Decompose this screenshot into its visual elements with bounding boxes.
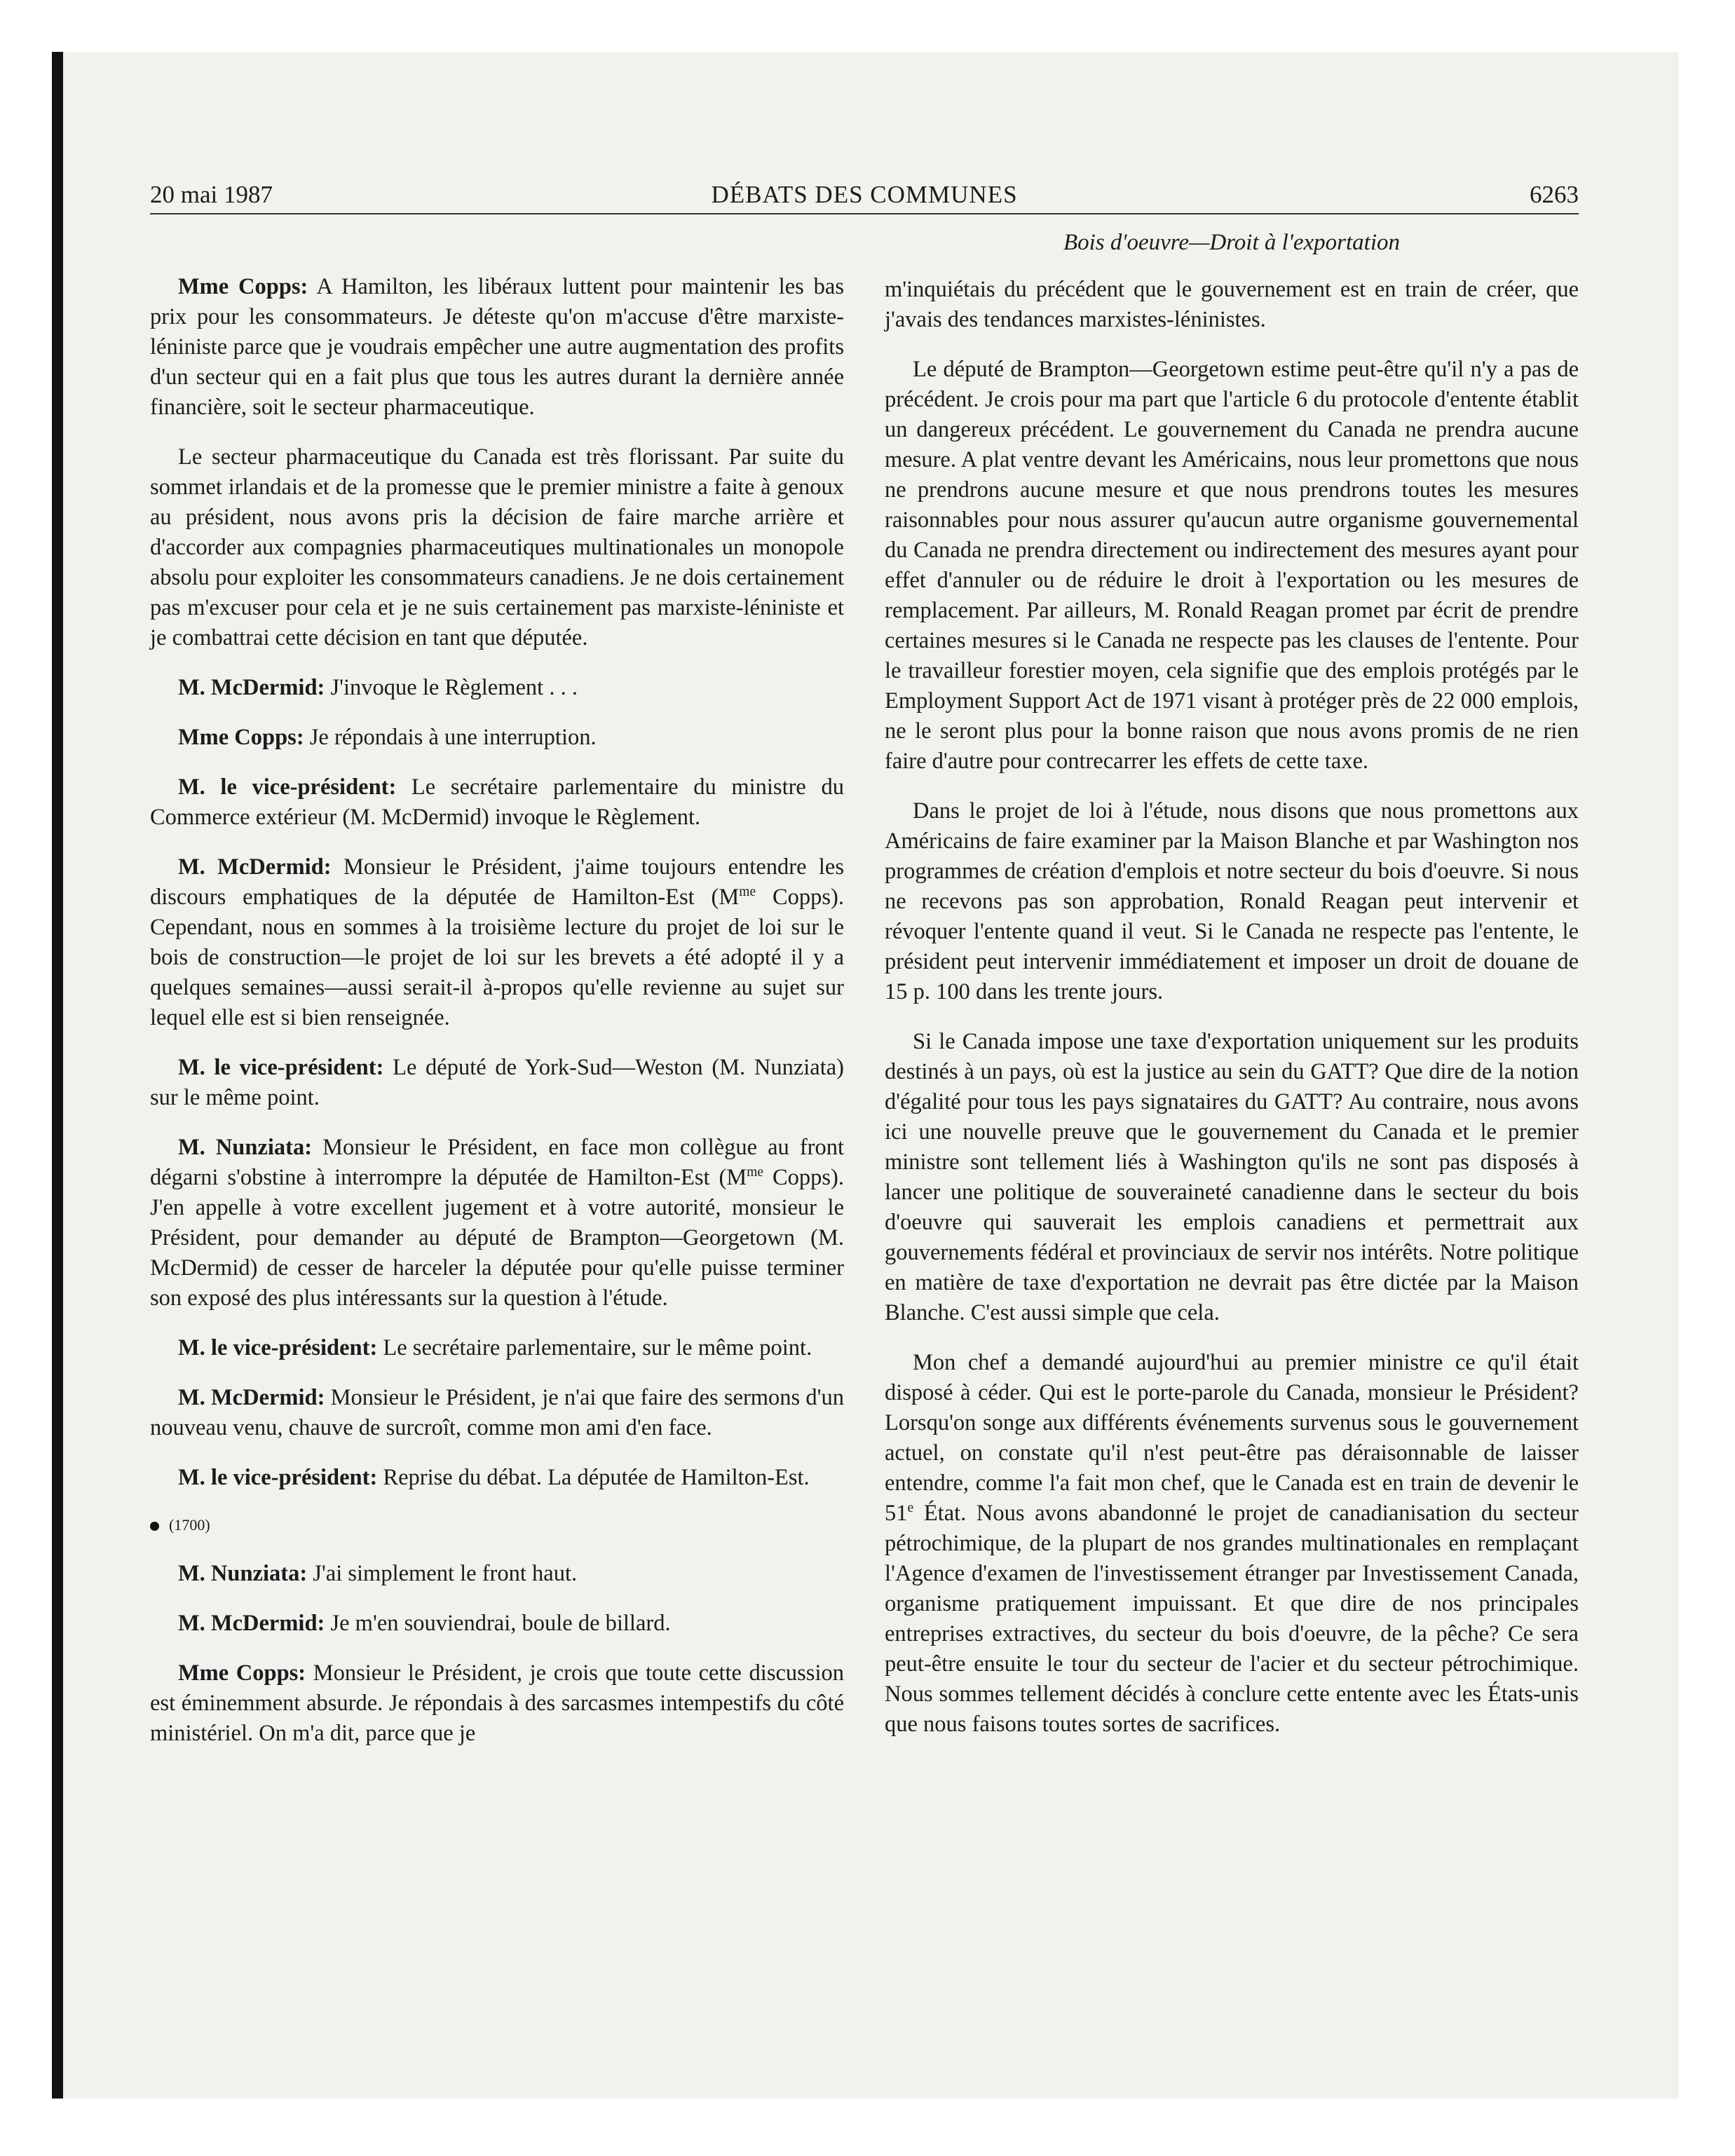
paragraph: Le député de Brampton—Georgetown estime peut-être qu'il n'y a pas de précédent. Je crois pour ma part que l'article 6 du protocole d'entente établit un dangereux précédent. Le gouvernement du Canada ne prendra aucune mesure. A plat ventre devant les Américains, nous leur promettons que nous ne prendrons aucune mesure et que nous prendrons toutes les mesures raisonnables pour nous assurer qu'aucun autre organisme gouvernemental du Canada ne prendra directement ou indirectement des mesures ayant pour effet d'annuler ou de réduire le droit à l'exportation ou les mesures de remplacement. Par ailleurs, M. Ronald Reagan promet par écrit de prendre certaines mesures si le Canada ne respecte pas les clauses de l'entente. Pour le travailleur forestier moyen, cela signifie que des emplois protégés par le Employment Support Act de 1971 visant à protéger près de 22 000 emplois, ne le seront plus pour la bonne raison que nous avons promis de ne rien faire d'autre pour contrecarrer les effets de cette taxe.: [885, 357, 1579, 774]
scan-edge: [52, 52, 63, 2099]
page-number: 6263: [1530, 181, 1579, 208]
paragraph: [150, 1559, 844, 1589]
right-column: [885, 275, 1579, 1759]
superscript: me: [739, 885, 756, 900]
speech-text: Monsieur le Président, je n'ai que faire des sermons d'un nouveau venu, chauve de surcroît, comme mon ami d'en face.: [150, 1385, 844, 1440]
speaker-name: M. McDermid:: [178, 675, 325, 700]
paragraph: [150, 1609, 844, 1639]
speech-text: Je m'en souviendrai, boule de billard.: [325, 1611, 671, 1636]
paragraph: Dans le projet de loi à l'étude, nous disons que nous promettons aux Américains de faire examiner par la Maison Blanche et par Washington nos programmes de création d'emplois et notre secteur du bois d'oeuvre. Si nous ne recevons pas son approbation, Ronald Reagan peut intervenir et révoquer l'entente quand il veut. Si le Canada ne respecte pas l'entente, le président peut intervenir immédiatement et imposer un droit de douane de 15 p. 100 dans les trente jours.: [885, 798, 1579, 1004]
running-head: Bois d'oeuvre—Droit à l'exportation: [1063, 230, 1401, 255]
paragraph: [150, 1463, 844, 1493]
paragraph: m'inquiétais du précédent que le gouvernement est en train de créer, que j'avais des tendances marxistes-léninistes.: [885, 277, 1579, 332]
header-date: 20 mai 1987: [150, 181, 273, 208]
paragraph: [150, 442, 844, 653]
paragraph: [150, 1658, 844, 1749]
page-header: [150, 177, 1579, 214]
speaker-name: Mme Copps:: [178, 725, 304, 750]
time-marker: [150, 1513, 844, 1538]
speech-text: Mon chef a demandé aujourd'hui au premier ministre ce qu'il était disposé à céder. Qui est le porte-parole du Canada, monsieur le Président? Lorsqu'on songe aux différents événements survenus sous le gouvernement actuel, on constate qu'il n'est peut-être pas déraisonnable de laisser entendre, comme l'a fait mon chef, que le Canada est en train de devenir le 51: [885, 1350, 1579, 1526]
speech-text: Reprise du débat. La députée de Hamilton-Est.: [377, 1465, 810, 1490]
speech-text: J'ai simplement le front haut.: [307, 1561, 578, 1586]
speech-text: Monsieur le Président, je crois que toute cette discussion est éminemment absurde. Je répondais à des sarcasmes intempestifs du côté ministériel. On m'a dit, parce que je: [150, 1660, 844, 1746]
speech-text: Le secrétaire parlementaire, sur le même point.: [377, 1335, 812, 1360]
header-title: DÉBATS DES COMMUNES: [711, 181, 1018, 208]
superscript: e: [907, 1501, 914, 1516]
speaker-name: Mme Copps:: [178, 1660, 306, 1686]
speech-text: Le secteur pharmaceutique du Canada est très florissant. Par suite du sommet irlandais et de la promesse que le premier ministre a faite à genoux au président, nous avons pris la décision de faire marche arrière et d'accorder aux compagnies pharmaceutiques multinationales un monopole absolu pour exploiter les consommateurs canadiens. Je ne dois certainement pas m'excuser pour cela et je ne suis certainement pas marxiste-léniniste et je combattrai cette décision en tant que députée.: [150, 444, 844, 650]
speech-text: Monsieur le Président, j'aime toujours entendre les discours emphatiques de la députée de Hamilton-Est (M: [150, 854, 844, 910]
speaker-name: M. le vice-président:: [178, 1465, 378, 1490]
speaker-name: M. McDermid:: [178, 854, 332, 880]
speech-text: Je répondais à une interruption.: [304, 725, 597, 750]
speech-text: État. Nous avons abandonné le projet de canadianisation du secteur pétrochimique, de la plupart de nos grandes multinationales en remplaçant l'Agence d'examen de l'investissement étranger par Investissement Canada, organisme pratiquement impuissant. Et que dire de nos principales entreprises extractives, du secteur du bois d'oeuvre, de la pêche? Ce sera peut-être ensuite le tour du secteur de l'acier et du secteur pétrochimique. Nous sommes tellement décidés à conclure cette entente avec les États-unis que nous faisons toutes sortes de sacrifices.: [885, 1501, 1579, 1737]
speech-text: A Hamilton, les libéraux luttent pour maintenir les bas prix pour les consommateurs. Je déteste qu'on m'accuse d'être marxiste-léniniste parce que je voudrais empêcher une autre augmentation des profits d'un secteur qui en a fait plus que tous les autres durant la dernière année financière, soit le secteur pharmaceutique.: [150, 274, 844, 420]
paragraph: [150, 1133, 844, 1314]
paragraph: [150, 772, 844, 833]
speaker-name: M. McDermid:: [178, 1611, 325, 1636]
paragraph: [150, 723, 844, 753]
speaker-name: Mme Copps:: [178, 274, 308, 299]
left-column: [150, 272, 844, 1768]
speech-text: Monsieur le Président, en face mon collègue au front dégarni s'obstine à interrompre la députée de Hamilton-Est (M: [150, 1135, 844, 1190]
superscript: me: [747, 1165, 764, 1180]
speaker-name: M. McDermid:: [178, 1385, 325, 1410]
speaker-name: M. Nunziata:: [178, 1561, 308, 1586]
speaker-name: M. Nunziata:: [178, 1135, 313, 1160]
speaker-name: M. le vice-président:: [178, 1055, 384, 1080]
speech-text: J'invoque le Règlement . . .: [325, 675, 578, 700]
paragraph: [150, 1053, 844, 1113]
bullet-icon: [150, 1522, 159, 1531]
speaker-name: M. le vice-président:: [178, 775, 397, 800]
paragraph: [150, 673, 844, 703]
speech-text: Le député de York-Sud—Weston (M. Nunziata) sur le même point.: [150, 1055, 844, 1110]
speech-text: Copps). J'en appelle à votre excellent jugement et à votre autorité, monsieur le Président, pour demander au député de Brampton—Georgetown (M. McDermid) de cesser de harceler la députée pour qu'elle puisse terminer son exposé des plus intéressants sur la question à l'étude.: [150, 1165, 844, 1311]
paragraph: [150, 852, 844, 1033]
paragraph: [885, 1348, 1579, 1740]
speech-text: Copps). Cependant, nous en sommes à la troisième lecture du projet de loi sur le bois de construction—le projet de loi sur les brevets a été adopté il y a quelques semaines—aussi serait-il à-propos qu'elle revienne au sujet sur lequel elle est si bien renseignée.: [150, 885, 845, 1030]
speaker-name: M. le vice-président:: [178, 1335, 378, 1360]
paragraph: [150, 272, 844, 423]
timestamp-text: (1700): [169, 1516, 210, 1534]
speech-text: Le secrétaire parlementaire du ministre du Commerce extérieur (M. McDermid) invoque le Règlement.: [150, 775, 844, 830]
paragraph: Si le Canada impose une taxe d'exportation uniquement sur les produits destinés à un pays, où est la justice au sein du GATT? Que dire de la notion d'égalité pour tous les pays signataires du GATT? Au contraire, nous avons ici une nouvelle preuve que le gouvernement du Canada et le premier ministre sont tellement liés à Washington qu'ils ne sont pas disposés à lancer une politique de souveraineté canadienne dans le secteur du bois d'oeuvre qui sauverait les emplois canadiens et permettrait aux gouvernements fédéral et provinciaux de servir nos intérêts. Notre politique en matière de taxe d'exportation ne devrait pas être dictée par la Maison Blanche. C'est aussi simple que cela.: [885, 1029, 1579, 1325]
paragraph: [150, 1333, 844, 1363]
paragraph: [150, 1383, 844, 1443]
